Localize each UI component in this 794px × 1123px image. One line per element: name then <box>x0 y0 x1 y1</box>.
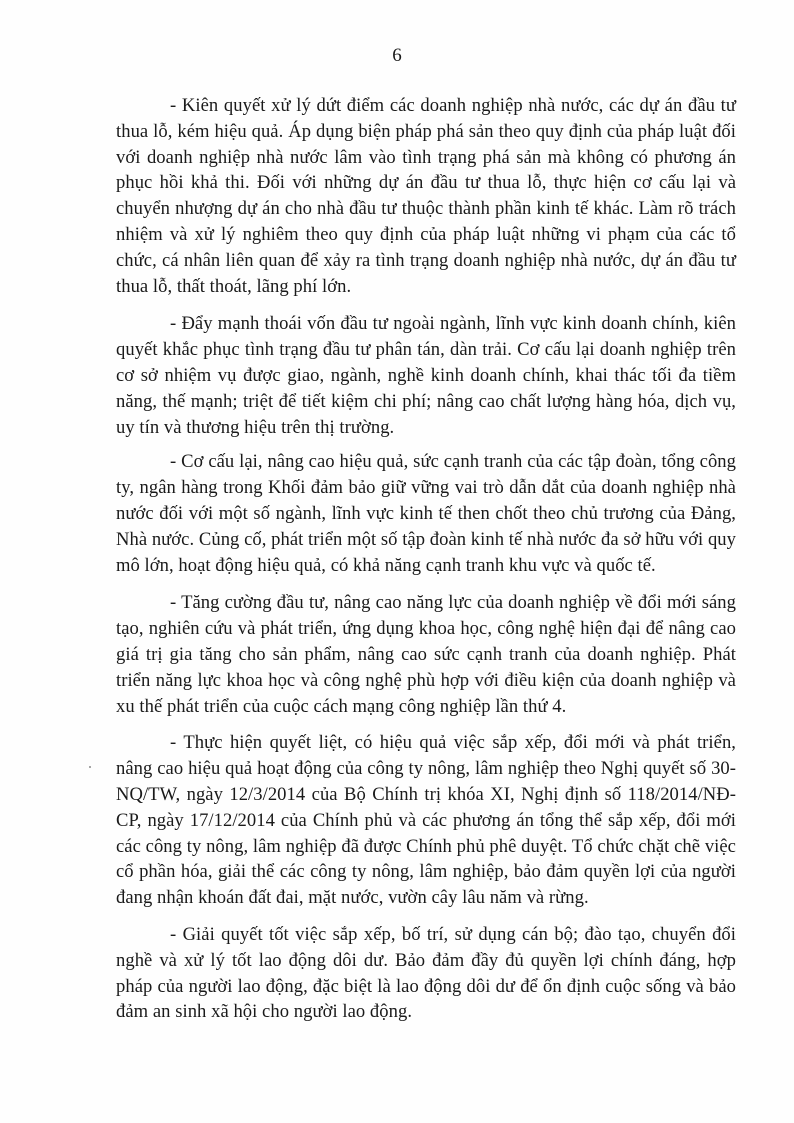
paragraph-2: - Đẩy mạnh thoái vốn đầu tư ngoài ngành, lĩnh vực kinh doanh chính, kiên quyết khắc phục tình trạng đầu tư phân tán, dàn trải. Cơ cấu lại doanh nghiệp trên cơ sở nhiệm vụ được giao, ngành, nghề kinh doanh chính, khai thác tối đa tiềm năng, thế mạnh; triệt để tiết kiệm chi phí; nâng cao chất lượng hàng hóa, dịch vụ, uy tín và thương hiệu trên thị trường. <box>116 313 736 438</box>
paragraph-5: - Thực hiện quyết liệt, có hiệu quả việc sắp xếp, đổi mới và phát triển, nâng cao hiệu quả hoạt động của công ty nông, lâm nghiệp theo Nghị quyết số 30-NQ/TW, ngày 12/3/2014 của Bộ Chính trị khóa XI, Nghị định số 118/2014/NĐ-CP, ngày 17/12/2014 của Chính phủ và các phương án tổng thể sắp xếp, đổi mới các công ty nông, lâm nghiệp đã được Chính phủ phê duyệt. Tổ chức chặt chẽ việc cổ phần hóa, giải thể các công ty nông, lâm nghiệp, bảo đảm quyền lợi của người đang nhận khoán đất đai, mặt nước, vườn cây lâu năm và rừng. <box>116 732 736 909</box>
paragraph-6: - Giải quyết tốt việc sắp xếp, bố trí, sử dụng cán bộ; đào tạo, chuyển đổi nghề và xử lý tốt lao động dôi dư. Bảo đảm đầy đủ quyền lợi chính đáng, hợp pháp của người lao động, đặc biệt là lao động dôi dư để ổn định cuộc sống và bảo đảm an sinh xã hội cho người lao động. <box>116 923 736 1023</box>
paragraph-4: - Tăng cường đầu tư, nâng cao năng lực của doanh nghiệp về đổi mới sáng tạo, nghiên cứu và phát triển, ứng dụng khoa học, công nghệ hiện đại để nâng cao giá trị gia tăng cho sản phẩm, nâng cao sức cạnh tranh của doanh nghiệp. Phát triển năng lực khoa học và công nghệ phù hợp với điều kiện của doanh nghiệp và xu thế phát triển của cuộc cách mạng công nghiệp lần thứ 4. <box>116 592 736 717</box>
paragraph-3: - Cơ cấu lại, nâng cao hiệu quả, sức cạnh tranh của các tập đoàn, tổng công ty, ngân hàng trong Khối đảm bảo giữ vững vai trò dẫn dắt của doanh nghiệp nhà nước đối với một số ngành, lĩnh vực kinh tế then chốt theo chủ trương của Đảng, Nhà nước. Củng cố, phát triển một số tập đoàn kinh tế nhà nước đa sở hữu với quy mô lớn, hoạt động hiệu quả, có khả năng cạnh tranh khu vực và quốc tế. <box>116 451 736 576</box>
scan-speck <box>89 766 91 768</box>
paragraph-1: - Kiên quyết xử lý dứt điểm các doanh nghiệp nhà nước, các dự án đầu tư thua lỗ, kém hiệu quả. Áp dụng biện pháp phá sản theo quy định của pháp luật đối với doanh nghiệp nhà nước lâm vào tình trạng phá sản mà không có phương án phục hồi khả thi. Đối với những dự án đầu tư thua lỗ, thực hiện cơ cấu lại và chuyển nhượng dự án cho nhà đầu tư thuộc thành phần kinh tế khác. Làm rõ trách nhiệm và xử lý nghiêm theo quy định của pháp luật những vi phạm của các tổ chức, cá nhân liên quan để xảy ra tình trạng doanh nghiệp nhà nước, dự án đầu tư thua lỗ, thất thoát, lãng phí lớn. <box>116 95 736 297</box>
document-body <box>116 93 736 1035</box>
page-number: 6 <box>392 45 402 66</box>
